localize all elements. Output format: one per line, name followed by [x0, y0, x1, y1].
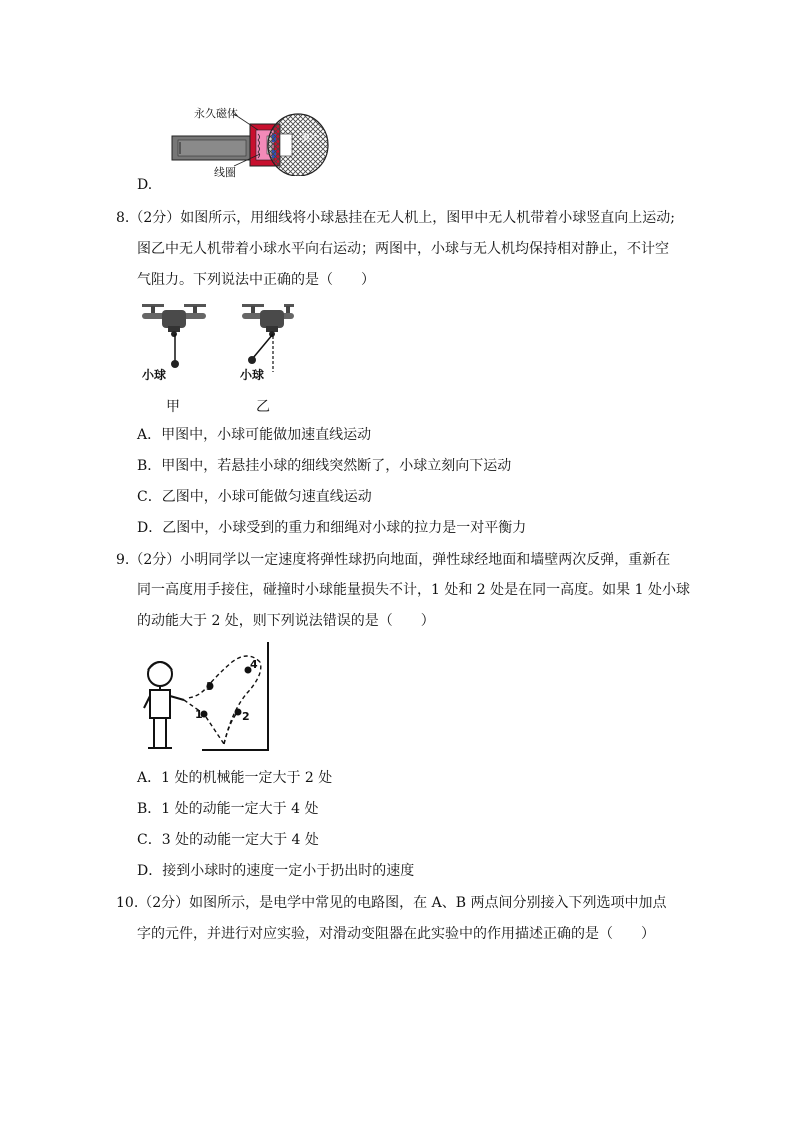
- drone-left-icon: [142, 304, 206, 368]
- point-2-label: 2: [242, 710, 250, 723]
- q8-stem-line3: 气阻力。下列说法中正确的是（ ）: [137, 272, 375, 288]
- point-3-label: 3: [206, 680, 214, 693]
- drone-figure: [136, 300, 296, 388]
- microphone-figure: [168, 104, 334, 179]
- microphone-drawing: [168, 104, 334, 176]
- ball-label-right: 小球: [240, 368, 265, 382]
- q10-stem-line1: 10.（2分）如图所示，是电学中常见的电路图，在 A、B 两点间分别接入下列选项中加点: [116, 895, 667, 911]
- q9-stem-line3: 的动能大于 2 处，则下列说法错误的是（ ）: [137, 613, 435, 629]
- q9-option-a: A．1 处的机械能一定大于 2 处: [137, 770, 333, 786]
- q9-option-d: D．接到小球时的速度一定小于扔出时的速度: [137, 863, 415, 879]
- point-1-label: 1: [195, 708, 203, 721]
- q9-option-c: C．3 处的动能一定大于 4 处: [137, 832, 319, 848]
- q8-option-a: A．甲图中，小球可能做加速直线运动: [137, 427, 372, 443]
- q8-stem-line1: 8.（2分）如图所示，用细线将小球悬挂在无人机上，图甲中无人机带着小球竖直向上运动;: [116, 210, 675, 226]
- q9-option-b: B．1 处的动能一定大于 4 处: [137, 801, 319, 817]
- ball-label-left: 小球: [142, 368, 167, 382]
- svg-text:膜片: 膜片: [302, 133, 318, 142]
- boy-icon: [144, 662, 184, 748]
- caption-jia: 甲: [166, 399, 180, 415]
- coil-label: 线圈: [214, 166, 236, 179]
- drone-right-icon: [242, 304, 294, 372]
- q8-option-c: C．乙图中，小球可能做匀速直线运动: [137, 489, 372, 505]
- q7-option-d: D.: [137, 177, 153, 193]
- q8-option-d: D．乙图中，小球受到的重力和细绳对小球的拉力是一对平衡力: [137, 520, 527, 536]
- point-4-label: 4: [250, 658, 258, 671]
- q8-stem-line2: 图乙中无人机带着小球水平向右运动；两图中，小球与无人机均保持相对静止，不计空: [137, 241, 669, 257]
- q10-stem-line2: 字的元件，并进行对应实验，对滑动变阻器在此实验中的作用描述正确的是（ ）: [137, 926, 655, 942]
- magnet-label: 永久磁体: [194, 107, 238, 120]
- q9-stem-line1: 9.（2分）小明同学以一定速度将弹性球扔向地面，弹性球经地面和墙壁两次反弹，重新在: [116, 552, 671, 568]
- q8-option-b: B．甲图中，若悬挂小球的细线突然断了，小球立刻向下运动: [137, 458, 512, 474]
- caption-yi: 乙: [256, 399, 270, 415]
- bounce-drawing: [138, 640, 278, 752]
- q9-stem-line2: 同一高度用手接住，碰撞时小球能量损失不计，1 处和 2 处是在同一高度。如果 1 处小球: [137, 582, 690, 598]
- bounce-figure: [138, 640, 278, 752]
